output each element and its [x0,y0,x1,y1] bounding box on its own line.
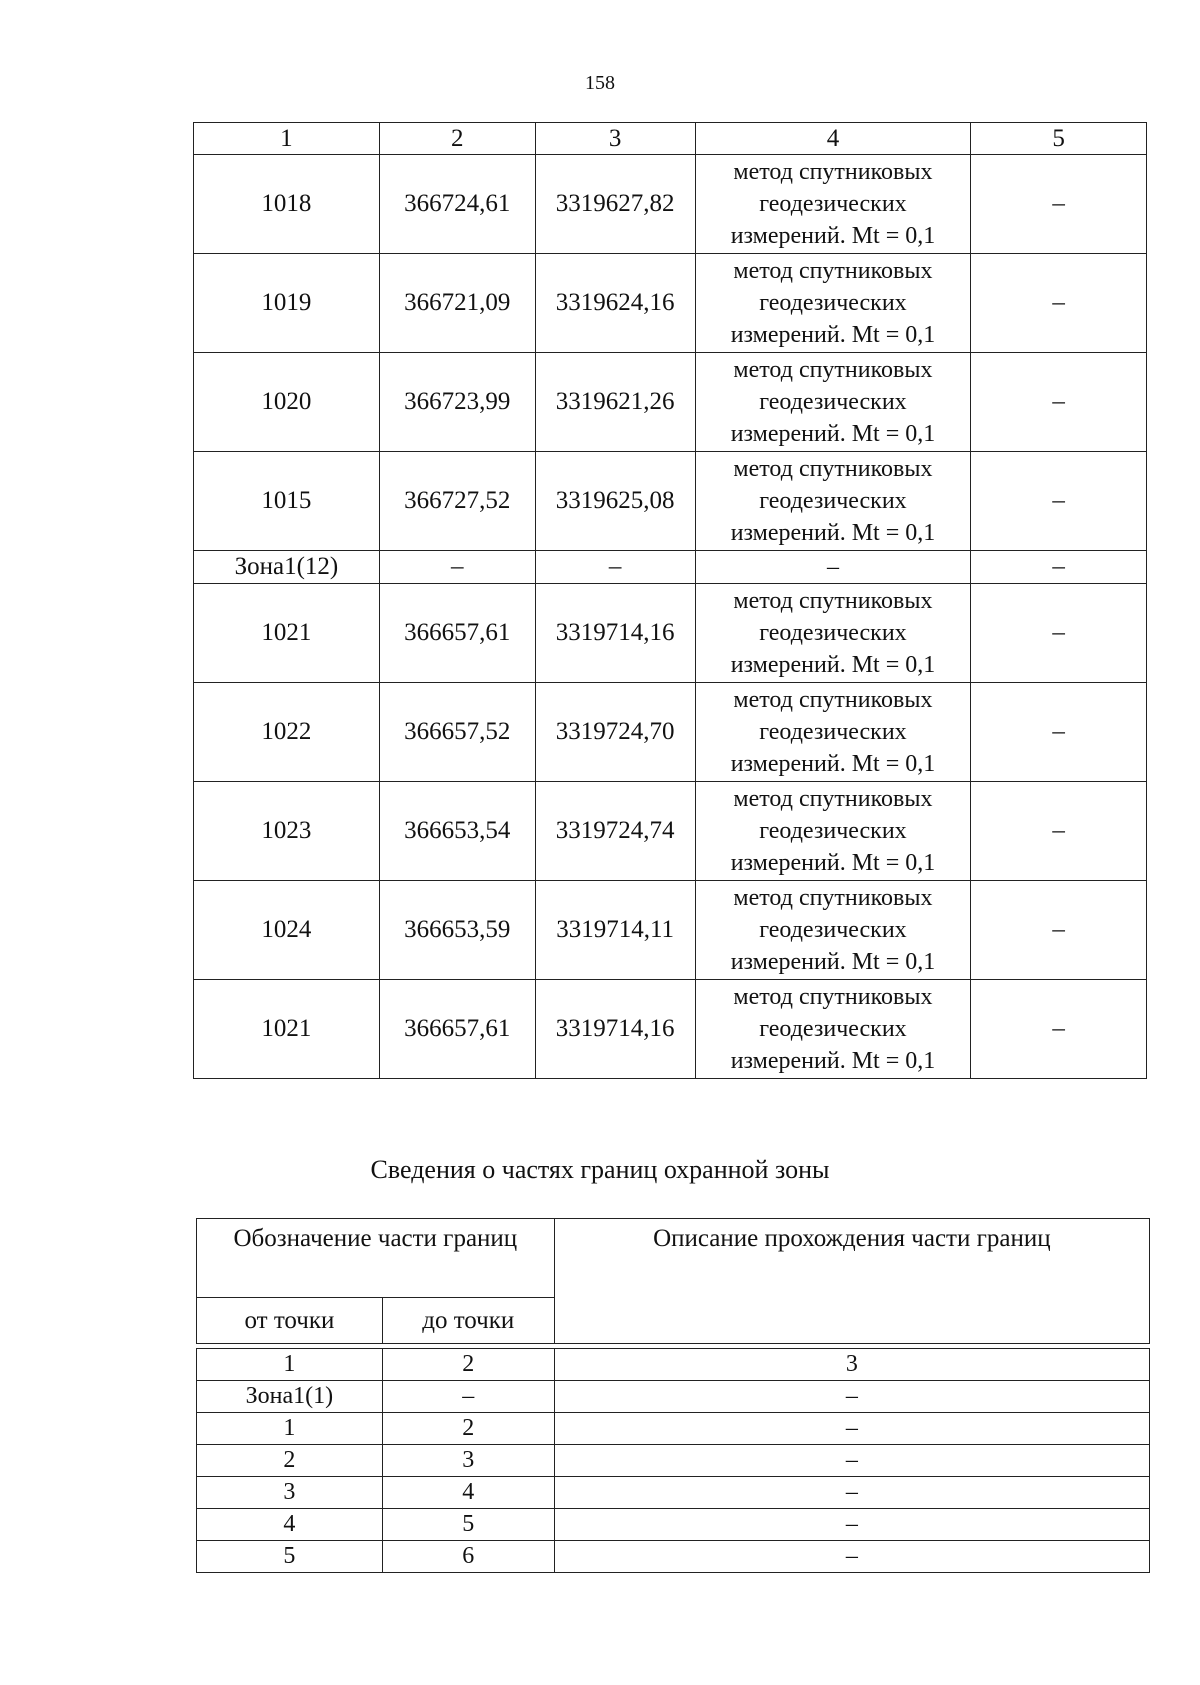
from-point-header: от точки [197,1298,383,1344]
method-line: измерений. Mt = 0,1 [730,652,936,678]
table-row [194,452,1147,551]
column-number: 3 [554,1349,1149,1381]
note-cell: – [971,353,1147,452]
note-cell: – [971,881,1147,980]
column-number: 2 [382,1349,554,1381]
from-point-cell: 1 [197,1413,383,1445]
y-coordinate-cell: – [535,551,695,584]
x-coordinate-cell: 366657,61 [379,584,535,683]
designation-header: Обозначение части границ [197,1219,555,1298]
point-cell: 1019 [194,254,380,353]
method-cell [695,551,971,584]
from-point-cell: Зона1(1) [197,1381,383,1413]
table-row [194,254,1147,353]
note-cell: – [971,551,1147,584]
x-coordinate-cell: 366721,09 [379,254,535,353]
method-line: метод спутниковых [733,258,933,284]
x-coordinate-cell: 366727,52 [379,452,535,551]
boundary-parts-table-body [197,1219,1150,1573]
coordinates-header-row [194,123,1147,155]
y-coordinate-cell: 3319714,16 [535,584,695,683]
column-header: 3 [535,123,695,155]
description-cell: – [554,1381,1149,1413]
column-header: 2 [379,123,535,155]
page-number: 158 [585,72,615,94]
note-cell: – [971,584,1147,683]
coordinates-table-body [194,123,1147,1079]
method-cell [695,584,971,683]
column-header: 1 [194,123,380,155]
description-header: Описание прохождения части границ [554,1219,1149,1344]
from-point-cell: 2 [197,1445,383,1477]
to-point-cell: 2 [382,1413,554,1445]
table-row [194,782,1147,881]
table-row [197,1509,1150,1541]
method-line: геодезических [759,719,907,745]
table-row [194,353,1147,452]
description-cell: – [554,1413,1149,1445]
to-point-cell: 6 [382,1541,554,1573]
x-coordinate-cell: 366724,61 [379,155,535,254]
y-coordinate-cell: 3319625,08 [535,452,695,551]
method-cell [695,254,971,353]
method-line: метод спутниковых [733,786,933,812]
zone-row [194,551,1147,584]
coordinates-table [193,122,1147,1079]
from-point-cell: 4 [197,1509,383,1541]
method-line: измерений. Mt = 0,1 [730,421,936,447]
note-cell: – [971,683,1147,782]
to-point-cell: 4 [382,1477,554,1509]
method-line: измерений. Mt = 0,1 [730,850,936,876]
method-cell [695,980,971,1079]
description-cell: – [554,1445,1149,1477]
method-line: метод спутниковых [733,687,933,713]
note-cell: – [971,782,1147,881]
note-cell: – [971,452,1147,551]
method-cell [695,881,971,980]
section-title: Сведения о частях границ охранной зоны [370,1155,830,1184]
table-row [197,1477,1150,1509]
table-row [197,1541,1150,1573]
y-coordinate-cell: 3319624,16 [535,254,695,353]
y-coordinate-cell: 3319724,70 [535,683,695,782]
table-row [194,584,1147,683]
y-coordinate-cell: 3319724,74 [535,782,695,881]
point-cell: 1021 [194,584,380,683]
x-coordinate-cell: 366653,54 [379,782,535,881]
method-cell [695,353,971,452]
column-header: 5 [971,123,1147,155]
point-cell: 1023 [194,782,380,881]
method-line: метод спутниковых [733,588,933,614]
method-line: геодезических [759,488,907,514]
table-row [194,881,1147,980]
method-cell [695,782,971,881]
point-cell: 1018 [194,155,380,254]
description-cell: – [554,1477,1149,1509]
to-point-cell: 5 [382,1509,554,1541]
method-line: измерений. Mt = 0,1 [730,1048,936,1074]
method-line: геодезических [759,191,907,217]
method-cell [695,683,971,782]
method-line: метод спутниковых [733,357,933,383]
method-line: геодезических [759,917,907,943]
point-cell: 1021 [194,980,380,1079]
method-line: метод спутниковых [733,456,933,482]
method-line: геодезических [759,290,907,316]
table-row [197,1445,1150,1477]
method-line: измерений. Mt = 0,1 [730,223,936,249]
from-point-cell: 5 [197,1541,383,1573]
x-coordinate-cell: 366657,61 [379,980,535,1079]
to-point-cell: 3 [382,1445,554,1477]
method-line: метод спутниковых [733,984,933,1010]
method-line: измерений. Mt = 0,1 [730,520,936,546]
boundary-parts-table [196,1218,1150,1573]
x-coordinate-cell: 366723,99 [379,353,535,452]
description-cell: – [554,1541,1149,1573]
method-cell [695,452,971,551]
to-point-cell: – [382,1381,554,1413]
table-row [197,1413,1150,1445]
table-row [194,155,1147,254]
y-coordinate-cell: 3319627,82 [535,155,695,254]
point-cell: 1024 [194,881,380,980]
y-coordinate-cell: 3319714,11 [535,881,695,980]
x-coordinate-cell: 366653,59 [379,881,535,980]
method-line: геодезических [759,620,907,646]
point-cell: 1015 [194,452,380,551]
note-cell: – [971,980,1147,1079]
point-cell: 1020 [194,353,380,452]
method-line: геодезических [759,1016,907,1042]
y-coordinate-cell: 3319621,26 [535,353,695,452]
from-point-cell: 3 [197,1477,383,1509]
method-line: геодезических [759,818,907,844]
method-line: – [826,554,839,580]
method-line: измерений. Mt = 0,1 [730,322,936,348]
method-line: метод спутниковых [733,159,933,185]
x-coordinate-cell: – [379,551,535,584]
method-line: измерений. Mt = 0,1 [730,949,936,975]
to-point-header: до точки [382,1298,554,1344]
column-header: 4 [695,123,971,155]
method-cell [695,155,971,254]
description-cell: – [554,1509,1149,1541]
table-row [194,683,1147,782]
table-row [194,980,1147,1079]
parts-column-number-row [197,1349,1150,1381]
x-coordinate-cell: 366657,52 [379,683,535,782]
parts-header-row [197,1219,1150,1298]
method-line: метод спутниковых [733,885,933,911]
method-line: геодезических [759,389,907,415]
note-cell: – [971,155,1147,254]
column-number: 1 [197,1349,383,1381]
point-cell: Зона1(12) [194,551,380,584]
point-cell: 1022 [194,683,380,782]
method-line: измерений. Mt = 0,1 [730,751,936,777]
note-cell: – [971,254,1147,353]
table-row [197,1381,1150,1413]
y-coordinate-cell: 3319714,16 [535,980,695,1079]
